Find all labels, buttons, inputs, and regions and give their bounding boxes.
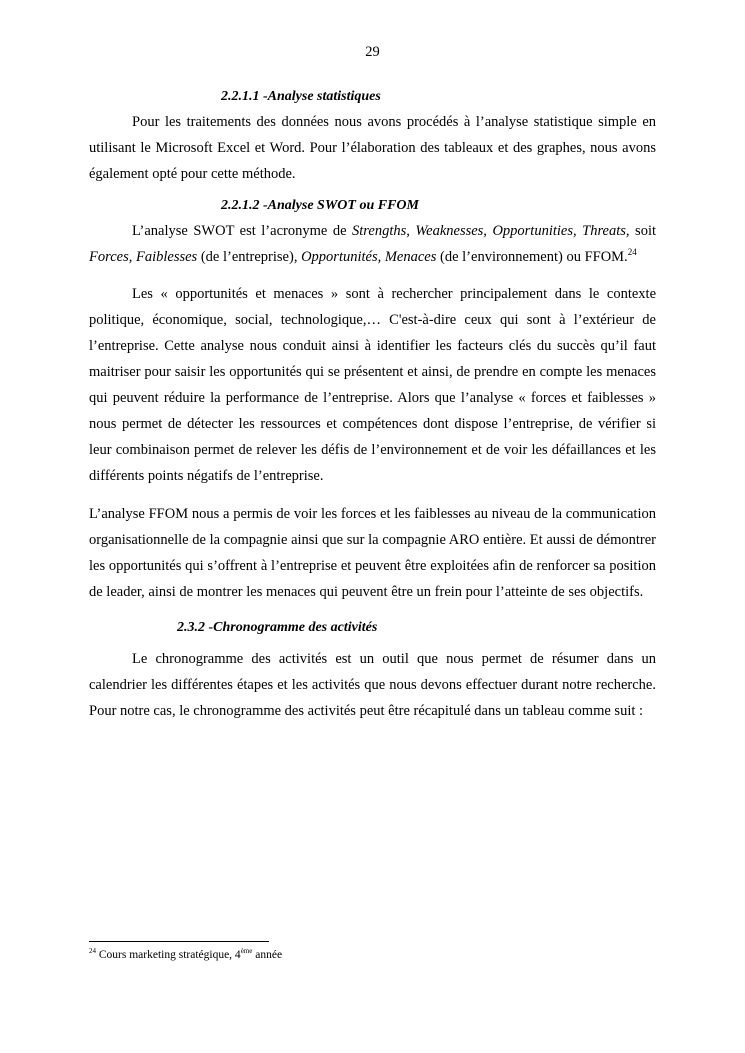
swot-text-3: (de l’entreprise), <box>197 249 302 265</box>
footnote <box>89 947 282 963</box>
paragraph-swot <box>89 218 656 270</box>
swot-text-2: soit <box>629 223 657 239</box>
footnote-number: 24 <box>89 947 96 955</box>
heading-analyse-swot: 2.2.1.2 -Analyse SWOT ou FFOM <box>221 198 419 213</box>
paragraph-ffom: L’analyse FFOM nous a permis de voir les forces et les faiblesses au niveau de la communication organisationnelle de la compagnie ainsi que sur la compagnie ARO entière. Et aussi de démontrer les opportunités qui s’offrent à l’entreprise et peuvent être exploitées afin de renforcer sa position de leader, ainsi de montrer les menaces qui peuvent être un frein pour l’atteinte de ses objectifs. <box>89 506 656 600</box>
swot-text-4: (de l’environnement) ou FFOM. <box>436 249 628 265</box>
page-body <box>89 87 656 724</box>
footnote-text: Cours marketing stratégique, 4 <box>96 949 241 961</box>
footnote-reference: 24 <box>627 247 637 257</box>
swot-opportunites-menaces: Opportunités, Menaces <box>301 249 437 265</box>
paragraph-opportunites-menaces: Les « opportunités et menaces » sont à rechercher principalement dans le contexte politique, économique, social, technologique,… C'est-à-dire ceux qui sont à l’extérieur de l’entreprise. Cette analyse nous conduit ainsi à identifier les facteurs clés du succès qu’il faut maitriser pour saisir les opportunités qui se présentent et ainsi, de prendre en compte les menaces qui peuvent réduire la performance de l’entreprise. Alors que l’analyse « forces et faiblesses » nous permet de détecter les ressources et compétences dont dispose l’entreprise, de vérifier si leur combinaison permet de relever les défis de l’environnement et de voir les défaillances et les différents points négatifs de l’entreprise. <box>89 286 656 484</box>
heading-analyse-statistiques: 2.2.1.1 -Analyse statistiques <box>221 89 381 104</box>
paragraph-statistiques: Pour les traitements des données nous avons procédés à l’analyse statistique simple en utilisant le Microsoft Excel et Word. Pour l’élaboration des tableaux et des graphes, nous avons également opté pour cette méthode. <box>89 114 656 182</box>
page-number: 29 <box>365 44 380 60</box>
footnote-separator <box>89 941 269 942</box>
swot-forces-faiblesses: Forces, Faiblesses <box>89 249 198 265</box>
swot-english-terms: Strengths, Weaknesses, Opportunities, Threats, <box>352 223 630 239</box>
footnote-text-end: année <box>252 949 283 961</box>
heading-chronogramme: 2.3.2 -Chronogramme des activités <box>177 620 378 635</box>
paragraph-chronogramme: Le chronogramme des activités est un outil que nous permet de résumer dans un calendrier les différentes étapes et les activités que nous devons effectuer durant notre recherche. Pour notre cas, le chronogramme des activités peut être récapitulé dans un tableau comme suit : <box>89 651 656 719</box>
footnote-superscript: ème <box>240 947 253 955</box>
swot-text-1: L’analyse SWOT est l’acronyme de <box>132 223 353 239</box>
